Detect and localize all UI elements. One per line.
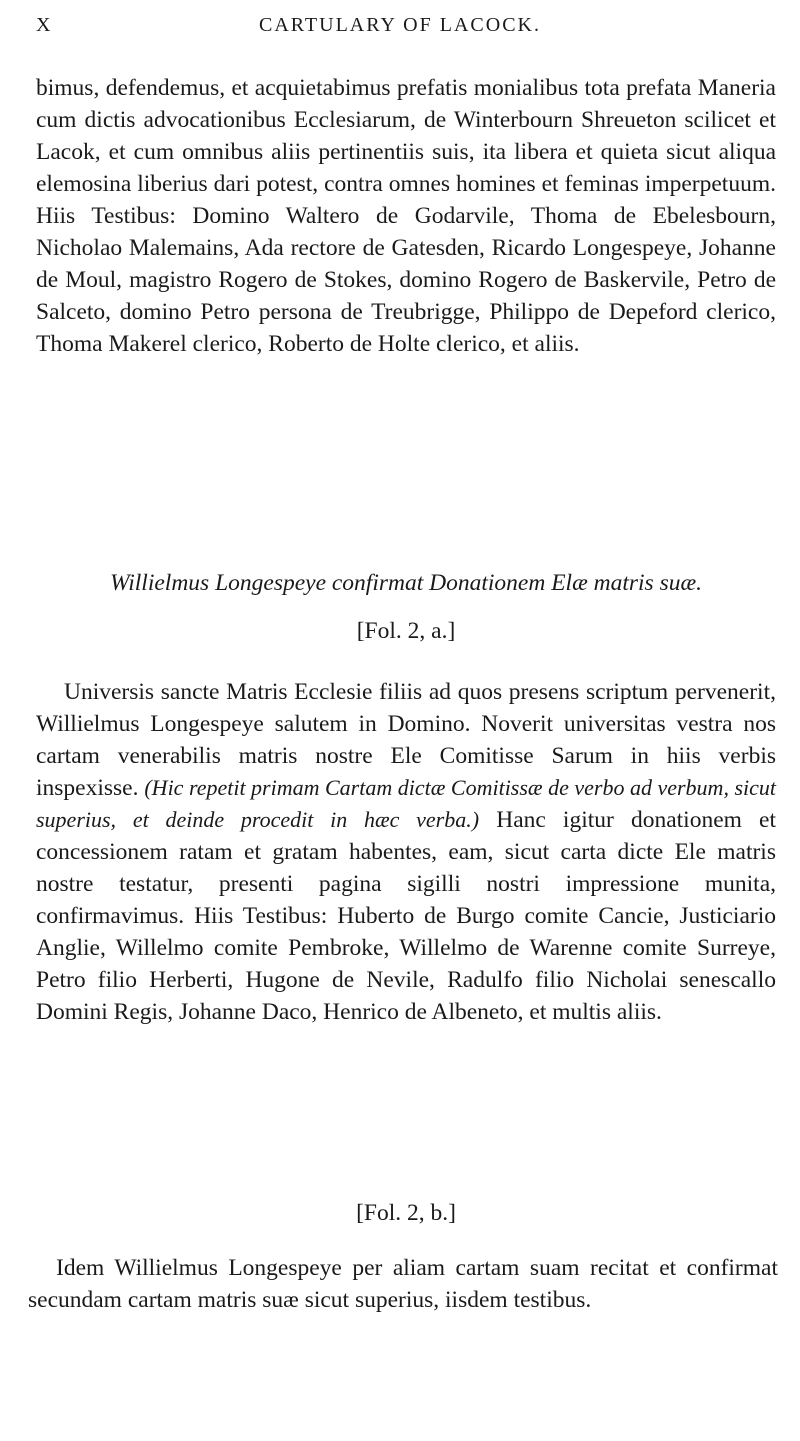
running-head [36,14,764,44]
folio-reference: [Fol. 2, a.] [356,618,456,644]
charter-text-closing: Hanc igitur donationem et concessionem ratam et gratam habentes, eam, sicut carta dicte Ele matris nostre testatur, presenti pagina sigilli nostri impressione munita, confirmavimus. Hiis Testibus: Huberto de Burgo comite Cancie, Justiciario Anglie, Willelmo comite Pembroke, Willelmo de Warenne comite Surreye, Petro filio Herberti, Hugone de Nevile, Radulfo filio Nicholai senescallo Domini Regis, Johanne Daco, Henrico de Albeneto, et multis aliis. [36,807,777,1025]
charter-text-continuation: bimus, defendemus, et acquietabimus prefatis monialibus tota prefata Maneria cum dictis advocationibus Ecclesiarum, de Winterbourn Shreueton scilicet et Lacok, et cum omnibus aliis pertinentiis suis, ita libera et quieta sicut aliqua elemosina liberius dari potest, contra omnes homines et feminas imperpetuum. Hiis Testibus: Domino Waltero de Godarvile, Thoma de Ebelesbourn, Nicholao Malemains, Ada rectore de Gatesden, Ricardo Longespeye, Johanne de Moul, magistro Rogero de Stokes, domino Rogero de Baskervile, Petro de Salceto, domino Petro persona de Treubrigge, Philippo de Depeford clerico, Thoma Makerel clerico, Roberto de Holte clerico, et aliis. [36,75,776,357]
editorial-rubric: (Hic repetit primam Cartam dictæ Comitissæ de verbo ad verbum, sicut superius, et deinde procedit in hæc verba.) [36,775,776,832]
second-charter-note: Idem Willielmus Longespeye per aliam cartam suam recitat et confirmat secundam cartam matris suæ sicut superius, iisdem testibus. [28,1255,778,1313]
folio-reference: [Fol. 2, b.] [356,1200,456,1226]
confirmation-charter-text [36,676,776,1028]
page-number: X [36,14,53,36]
running-title: CARTULARY OF LACOCK. [259,14,541,36]
charter-heading: Willielmus Longespeye confirmat Donationem Elæ matris suæ. [109,570,703,596]
charter-text-opening: Universis sancte Matris Ecclesie filiis ad quos presens scriptum pervenerit, Willielmus Longespeye salutem in Domino. Noverit universitas vestra nos cartam venerabilis matris nostre Ele Comitisse Sarum in hiis verbis inspexisse. [36,679,776,801]
